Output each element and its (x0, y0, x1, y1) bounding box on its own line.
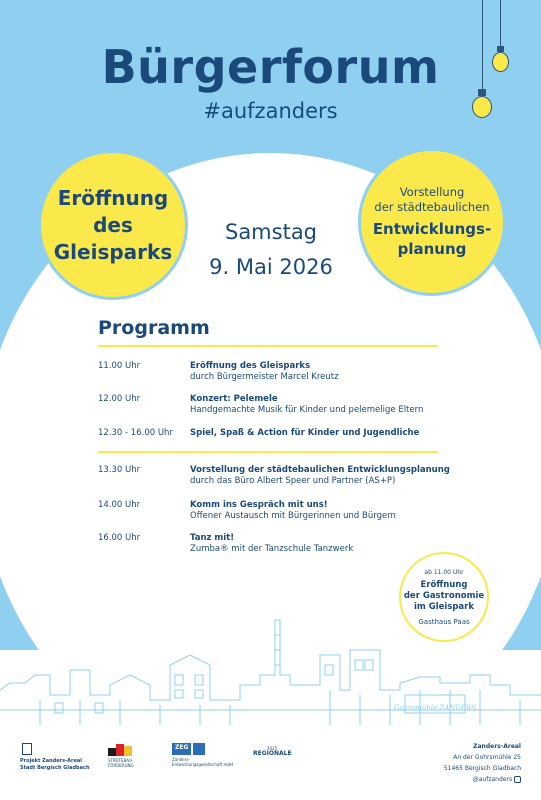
program-title: Komm ins Gespräch mit uns! (190, 500, 328, 510)
gastro-line: der Gastronomie (403, 590, 485, 601)
program-title: Tanz mit! (190, 533, 235, 543)
address-block (444, 741, 521, 785)
program-time: 11.00 Uhr (98, 361, 141, 371)
logo-text: Entwicklungsgesellschaft mbH (172, 762, 233, 767)
program-detail: durch das Büro Albert Speer und Partner (AS+P) (190, 476, 396, 486)
logo-projekt-zanders (20, 743, 90, 771)
badge-line: des (93, 212, 133, 237)
gastro-time: ab 11.00 Uhr (424, 568, 464, 576)
program-title: Spiel, Spaß & Action für Kinder und Jugendliche (190, 428, 420, 438)
badge-line: planung (397, 240, 467, 258)
program-detail: Offener Austausch mit Bürgerinnen und Bürgern (190, 511, 396, 521)
program-detail: Handgemachte Musik für Kinder und pelemelige Eltern (190, 405, 424, 415)
badge-line: Entwicklungs- (372, 220, 492, 238)
badge-development-planning (358, 148, 506, 296)
badge-gleispark-opening (38, 150, 188, 300)
address-line: An der Gohrsmühle 25 (453, 754, 521, 761)
logo-regionale (253, 746, 292, 758)
program-time: 12.30 - 16.00 Uhr (98, 428, 173, 438)
badge-line: Eröffnung (57, 185, 169, 210)
divider (98, 345, 438, 347)
logo-text: REGIONALE (253, 750, 292, 757)
program-title: Konzert: Pelemele (190, 394, 278, 404)
houses-icon (108, 742, 136, 756)
gastro-line: im Gleispark (413, 601, 475, 612)
instagram-icon (514, 776, 521, 783)
program-time: 12.00 Uhr (98, 394, 141, 404)
program-detail: durch Bürgermeister Marcel Kreutz (190, 372, 339, 382)
instagram-handle: @aufzanders (472, 776, 513, 783)
logo-text: 2025 (267, 746, 278, 751)
logo-text: STÄDTEBAU- (108, 758, 134, 763)
badge-line: Vorstellung (399, 185, 465, 199)
logo-staedtebaufoerderung (108, 742, 136, 768)
program-title: Vorstellung der städtebaulichen Entwicklungsplanung (190, 465, 450, 475)
event-weekday: Samstag (224, 220, 318, 244)
logo-text: FÖRDERUNG (108, 763, 134, 768)
address-line (444, 774, 521, 785)
event-date: 9. Mai 2026 (209, 255, 333, 279)
program-title: Eröffnung des Gleisparks (190, 361, 311, 371)
gastro-line: Eröffnung (420, 579, 468, 590)
program-time: 13.30 Uhr (98, 465, 141, 475)
program-title: Programm (98, 317, 210, 339)
divider (98, 451, 438, 453)
badge-line: Gleisparks (53, 239, 173, 264)
skyline-building-label: Gohrsmühle ZANDERS (393, 704, 477, 712)
address-line: 51465 Bergisch Gladbach (443, 765, 521, 772)
hashtag: #aufzanders (203, 99, 338, 123)
badge-line: der städtebaulichen (374, 200, 490, 214)
program-detail: Zumba® mit der Tanzschule Tanzwerk (190, 544, 354, 554)
program-time: 16.00 Uhr (98, 533, 141, 543)
gastro-venue: Gasthaus Paas (418, 617, 470, 626)
poster-title: Bürgerforum (101, 40, 440, 94)
gastronomy-badge (399, 552, 489, 642)
logo-text: Zanders- (172, 757, 190, 762)
logo-text: Projekt Zanders-Areal (20, 758, 82, 764)
zeg-mark: ZEG (172, 743, 191, 755)
program-time: 14.00 Uhr (98, 500, 141, 510)
address-line: Zanders-Areal (473, 743, 521, 750)
light-bulb-icon (470, 0, 494, 130)
building-icon (193, 743, 205, 755)
logo-text: Stadt Bergisch Gladbach (20, 764, 90, 771)
city-crest-icon (22, 743, 32, 755)
logo-zeg (172, 743, 233, 767)
